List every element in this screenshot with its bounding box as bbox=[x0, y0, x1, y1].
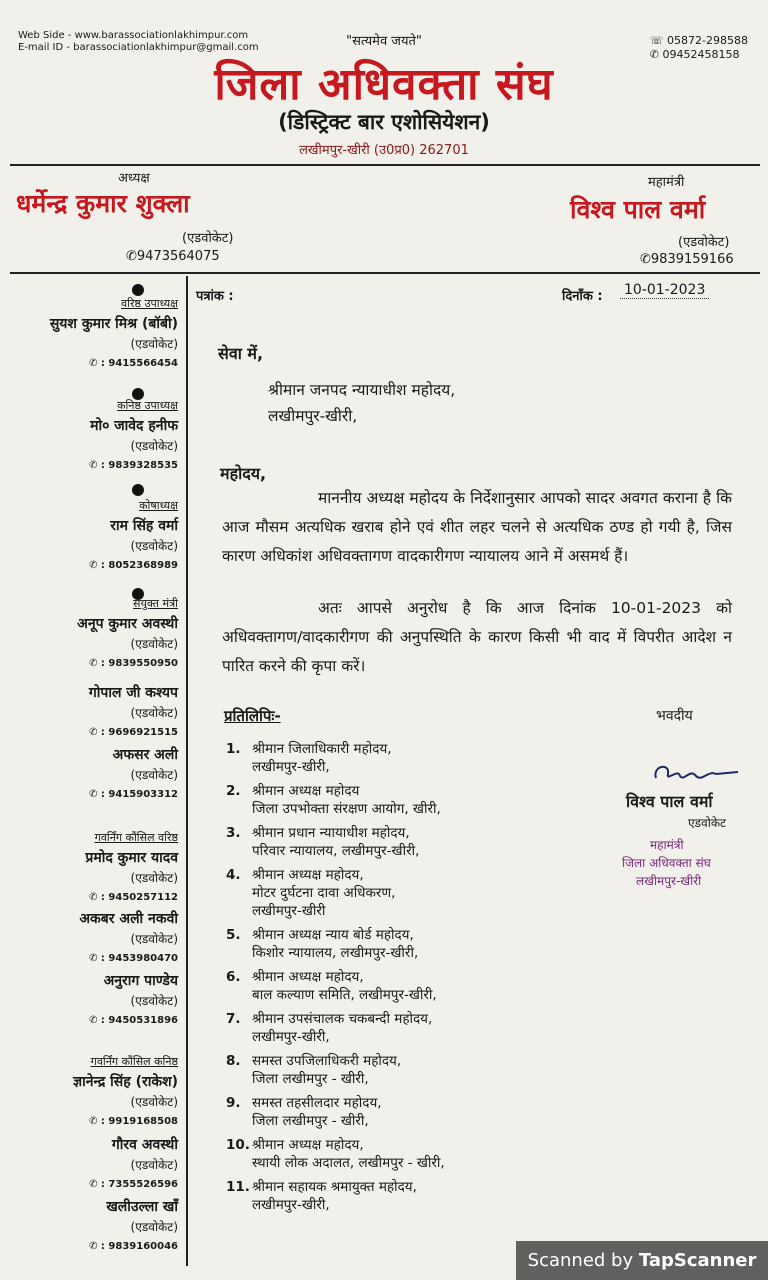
office-bearer bbox=[0, 496, 178, 575]
bullet-dot bbox=[132, 484, 144, 496]
cc-item bbox=[226, 1136, 445, 1172]
letter-date: 10-01-2023 bbox=[620, 282, 709, 299]
motto: "सत्यमेव जयते" bbox=[346, 34, 422, 49]
cc-line-1: श्रीमान अध्यक्ष न्याय बोर्ड महोदय, bbox=[252, 927, 414, 943]
ref-label: पत्रांक : bbox=[196, 289, 234, 304]
president-phone-row bbox=[126, 249, 220, 264]
bearer-phone-number: 9450531896 bbox=[108, 1015, 178, 1026]
secretary-phone: 9839159166 bbox=[650, 252, 734, 267]
bearer-designation: (एडवोकेट) bbox=[130, 539, 178, 553]
cc-number: 4. bbox=[226, 867, 241, 883]
bearer-role: गवर्निंग कौंसिल वरिष्ठ bbox=[94, 831, 178, 844]
bearer-role: गवर्निंग कौंसिल कनिष्ठ bbox=[90, 1055, 178, 1068]
bearer-designation: (एडवोकेट) bbox=[130, 768, 178, 782]
mobile-icon: ✆ : bbox=[89, 953, 109, 964]
sidebar-divider bbox=[186, 276, 188, 1266]
bearer-phone-number: 8052368989 bbox=[108, 560, 178, 571]
mobile-icon: ✆ : bbox=[89, 727, 109, 738]
bearer-name: मो० जावेद हनीफ bbox=[90, 418, 178, 434]
bearer-phone bbox=[0, 556, 178, 575]
bearer-name: अनूप कुमार अवस्थी bbox=[77, 616, 178, 632]
cc-line-2: बाल कल्याण समिति, लखीमपुर-खीरी, bbox=[252, 987, 437, 1003]
bearer-phone bbox=[0, 1175, 178, 1194]
stamp-line-3: लखीमपुर-खीरी bbox=[636, 874, 702, 888]
bearer-name: गौरव अवस्थी bbox=[111, 1137, 178, 1153]
bearer-phone-number: 9919168508 bbox=[108, 1116, 178, 1127]
office-bearer bbox=[0, 682, 178, 742]
cc-item bbox=[226, 1178, 417, 1214]
paragraph-1: माननीय अध्यक्ष महोदय के निर्देशानुसार आपको सादर अवगत कराना है कि आज मौसम अत्यधिक खराब होने एवं शीत लहर चलने से अत्यधिक ठण्ड हो गयी है, जिस कारण अधिकांश अधिवक्तागण वादकारीगण न्यायालय आने में असमर्थ हैं। bbox=[222, 489, 732, 565]
cc-line-1: श्रीमान अध्यक्ष महोदय bbox=[252, 783, 360, 799]
cc-line-1: समस्त तहसीलदार महोदय, bbox=[252, 1095, 382, 1111]
bearer-phone bbox=[0, 456, 178, 475]
president-designation: (एडवोकेट) bbox=[182, 231, 234, 246]
cc-number: 6. bbox=[226, 969, 241, 985]
cc-line-2: जिला लखीमपुर - खीरी, bbox=[252, 1113, 369, 1129]
secretary-role: महामंत्री bbox=[648, 175, 685, 190]
association-title: जिला अधिवक्ता संघ bbox=[214, 59, 554, 110]
bearer-name: राम सिंह वर्मा bbox=[110, 518, 178, 534]
to-line-1: श्रीमान जनपद न्यायाधीश महोदय, bbox=[268, 381, 456, 399]
phone-icon: ☏ bbox=[649, 34, 668, 47]
bearer-name: खलीउल्ला खाँ bbox=[106, 1199, 178, 1215]
cc-item bbox=[226, 926, 418, 962]
phone-2: 09452458158 bbox=[662, 48, 740, 61]
cc-number: 9. bbox=[226, 1095, 241, 1111]
signatory-name: विश्व पाल वर्मा bbox=[626, 792, 713, 811]
bearer-designation: (एडवोकेट) bbox=[130, 706, 178, 720]
office-bearer bbox=[0, 1052, 178, 1131]
secretary-designation: (एडवोकेट) bbox=[678, 235, 730, 250]
mobile-icon: ✆ bbox=[649, 48, 663, 61]
cc-item bbox=[226, 1010, 432, 1046]
cc-line-2: मोटर दुर्घटना दावा अधिकरण, bbox=[252, 885, 396, 901]
president-phone: 9473564075 bbox=[136, 249, 220, 264]
bearer-phone bbox=[0, 723, 178, 742]
date-label: दिनाँक : bbox=[562, 289, 603, 304]
bearer-phone bbox=[0, 354, 178, 373]
website-text: Web Side - www.barassociationlakhimpur.com bbox=[18, 30, 249, 41]
cc-item bbox=[226, 1052, 401, 1088]
mobile-icon: ✆ : bbox=[89, 658, 109, 669]
bearer-designation: (एडवोकेट) bbox=[130, 637, 178, 651]
cc-number: 7. bbox=[226, 1011, 241, 1027]
signatory-designation: एडवोकेट bbox=[688, 816, 727, 830]
header-divider bbox=[10, 164, 760, 166]
office-bearer bbox=[0, 294, 178, 373]
cc-line-2: परिवार न्यायालय, लखीमपुर-खीरी, bbox=[252, 843, 420, 859]
office-bearer bbox=[0, 908, 178, 968]
bearer-name: अनुराग पाण्डेय bbox=[103, 973, 178, 989]
president-role: अध्यक्ष bbox=[118, 171, 150, 186]
bearer-name: प्रमोद कुमार यादव bbox=[85, 850, 178, 866]
phone-1: 05872-298588 bbox=[667, 34, 748, 47]
bearer-designation: (एडवोकेट) bbox=[130, 1095, 178, 1109]
cc-line-1: श्रीमान अध्यक्ष महोदय, bbox=[252, 969, 364, 985]
cc-item bbox=[226, 1094, 382, 1130]
cc-line-1: श्रीमान प्रधान न्यायाधीश महोदय, bbox=[252, 825, 410, 841]
bearer-designation: (एडवोकेट) bbox=[130, 871, 178, 885]
badge-prefix: Scanned by bbox=[527, 1250, 639, 1271]
bearer-phone-number: 9415903312 bbox=[108, 789, 178, 800]
bearer-designation: (एडवोकेट) bbox=[130, 439, 178, 453]
mobile-icon: ✆ : bbox=[89, 892, 109, 903]
bearer-phone-number: 9450257112 bbox=[108, 892, 178, 903]
cc-line-2: जिला उपभोक्ता संरक्षण आयोग, खीरी, bbox=[252, 801, 441, 817]
cc-line-2: जिला लखीमपुर - खीरी, bbox=[252, 1071, 369, 1087]
office-bearer bbox=[0, 970, 178, 1030]
cc-line-1: श्रीमान सहायक श्रमायुक्त महोदय, bbox=[252, 1179, 417, 1195]
cc-line-2: किशोर न्यायालय, लखीमपुर-खीरी, bbox=[252, 945, 419, 961]
bearer-phone bbox=[0, 888, 178, 907]
scanner-watermark bbox=[516, 1241, 768, 1280]
office-bearer bbox=[0, 396, 178, 475]
mobile-icon: ✆ : bbox=[89, 560, 109, 571]
bearer-name: ज्ञानेन्द्र सिंह (राकेश) bbox=[73, 1074, 178, 1090]
office-bearer bbox=[0, 828, 178, 907]
mobile-icon: ✆ bbox=[640, 252, 651, 267]
bearer-phone bbox=[0, 1237, 178, 1256]
office-bearer bbox=[0, 744, 178, 804]
secretary-phone-row bbox=[640, 252, 734, 267]
president-name: धर्मेन्द्र कुमार शुक्ला bbox=[16, 189, 190, 218]
bearer-phone bbox=[0, 1011, 178, 1030]
closing: भवदीय bbox=[656, 708, 693, 724]
bearer-name: सुयश कुमार मिश्र (बॉबी) bbox=[49, 316, 178, 332]
mobile-icon: ✆ : bbox=[89, 460, 109, 471]
cc-line-2: लखीमपुर-खीरी, bbox=[252, 1029, 330, 1045]
cc-item bbox=[226, 782, 441, 818]
bearer-role: वरिष्ठ उपाध्यक्ष bbox=[121, 297, 178, 310]
bearer-name: अफसर अली bbox=[112, 747, 178, 763]
to-label: सेवा में, bbox=[218, 344, 264, 363]
cc-number: 10. bbox=[226, 1137, 250, 1153]
cc-item bbox=[226, 866, 395, 920]
bearer-name: अकबर अली नकवी bbox=[79, 911, 178, 927]
to-line-2: लखीमपुर-खीरी, bbox=[268, 407, 358, 425]
cc-line-2: लखीमपुर-खीरी, bbox=[252, 1197, 330, 1213]
email-text: E-mail ID - barassociationlakhimpur@gmail.com bbox=[18, 42, 259, 53]
association-subtitle: (डिस्ट्रिक्ट बार एशोसियेशन) bbox=[278, 110, 490, 134]
bearer-phone bbox=[0, 785, 178, 804]
mobile-icon: ✆ : bbox=[89, 1015, 109, 1026]
stamp-line-2: जिला अधिवक्ता संघ bbox=[622, 856, 711, 870]
mobile-icon: ✆ : bbox=[89, 789, 109, 800]
cc-number: 2. bbox=[226, 783, 241, 799]
cc-number: 3. bbox=[226, 825, 241, 841]
bearer-phone-number: 9453980470 bbox=[108, 953, 178, 964]
office-bearer bbox=[0, 1196, 178, 1256]
cc-number: 1. bbox=[226, 741, 241, 757]
badge-brand: TapScanner bbox=[638, 1250, 757, 1271]
bearer-name: गोपाल जी कश्यप bbox=[88, 685, 178, 701]
bearer-phone-number: 9839328535 bbox=[108, 460, 178, 471]
bearer-phone-number: 9839550950 bbox=[108, 658, 178, 669]
cc-line-3: लखीमपुर-खीरी bbox=[252, 903, 326, 919]
bearer-designation: (एडवोकेट) bbox=[130, 994, 178, 1008]
cc-number: 5. bbox=[226, 927, 241, 943]
cc-item bbox=[226, 968, 437, 1004]
cc-line-1: श्रीमान उपसंचालक चकबन्दी महोदय, bbox=[252, 1011, 433, 1027]
office-bearer bbox=[0, 1134, 178, 1194]
cc-line-2: स्थायी लोक अदालत, लखीमपुर - खीरी, bbox=[252, 1155, 445, 1171]
cc-line-1: समस्त उपजिलाधिकरी महोदय, bbox=[252, 1053, 402, 1069]
association-address: लखीमपुर-खीरी (उ0प्र0) 262701 bbox=[299, 143, 469, 158]
secretary-name: विश्व पाल वर्मा bbox=[570, 195, 706, 224]
bearer-designation: (एडवोकेट) bbox=[130, 1158, 178, 1172]
bearer-phone-number: 9696921515 bbox=[108, 727, 178, 738]
cc-line-2: लखीमपुर-खीरी, bbox=[252, 759, 330, 775]
bearer-phone-number: 9839160046 bbox=[108, 1241, 178, 1252]
bearer-phone-number: 7355526596 bbox=[108, 1179, 178, 1190]
bearer-designation: (एडवोकेट) bbox=[130, 337, 178, 351]
bearer-phone bbox=[0, 654, 178, 673]
bearer-role: कनिष्ठ उपाध्यक्ष bbox=[117, 399, 178, 412]
mobile-icon: ✆ : bbox=[89, 1179, 109, 1190]
paragraph-2: अतः आपसे अनुरोध है कि आज दिनांक 10-01-2023 को अधिवक्तागण/वादकारीगण की अनुपस्थिति के कारण किसी भी वाद में विपरीत आदेश न पारित करने की कृपा करें। bbox=[222, 599, 732, 675]
cc-item bbox=[226, 824, 419, 860]
cc-number: 11. bbox=[226, 1179, 250, 1195]
header-divider-2 bbox=[10, 272, 760, 274]
bearer-phone-number: 9415566454 bbox=[108, 358, 178, 369]
bearer-designation: (एडवोकेट) bbox=[130, 1220, 178, 1234]
bearer-phone bbox=[0, 949, 178, 968]
mobile-icon: ✆ bbox=[126, 249, 137, 264]
stamp-line-1: महामंत्री bbox=[650, 838, 684, 852]
bearer-role: संयुक्त मंत्री bbox=[133, 597, 178, 610]
bearer-phone bbox=[0, 1112, 178, 1131]
signature-mark bbox=[650, 758, 742, 788]
mobile-icon: ✆ : bbox=[89, 1116, 109, 1127]
salutation: महोदय, bbox=[220, 464, 267, 483]
cc-item bbox=[226, 740, 392, 776]
bearer-role: कोषाध्यक्ष bbox=[139, 499, 178, 512]
bearer-designation: (एडवोकेट) bbox=[130, 932, 178, 946]
office-bearer bbox=[0, 594, 178, 673]
mobile-icon: ✆ : bbox=[89, 358, 109, 369]
mobile-icon: ✆ : bbox=[89, 1241, 109, 1252]
cc-line-1: श्रीमान अध्यक्ष महोदय, bbox=[252, 1137, 364, 1153]
cc-line-1: श्रीमान जिलाधिकारी महोदय, bbox=[252, 741, 392, 757]
cc-line-1: श्रीमान अध्यक्ष महोदय, bbox=[252, 867, 364, 883]
cc-label: प्रतिलिपिः- bbox=[224, 707, 281, 725]
cc-number: 8. bbox=[226, 1053, 241, 1069]
